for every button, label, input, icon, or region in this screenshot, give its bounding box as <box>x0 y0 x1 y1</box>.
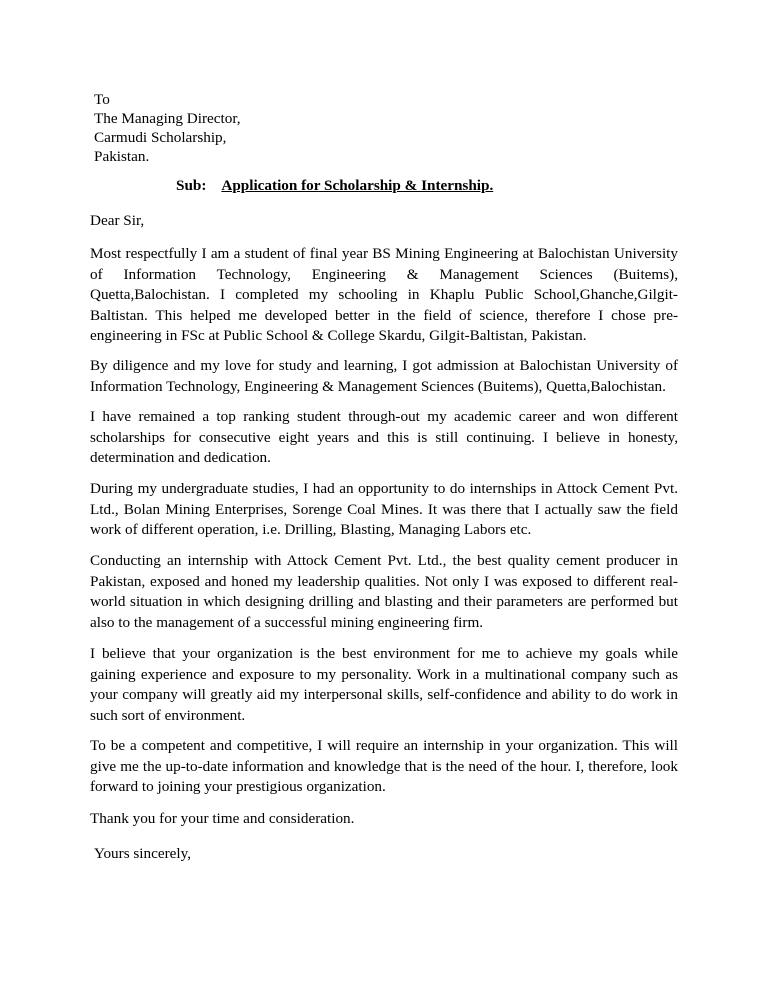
paragraph-attock-experience: Conducting an internship with Attock Cement Pvt. Ltd., the best quality cement producer in Pakistan, exposed and honed my leadership qualities. Not only I was exposed to different real-world situation in which designing drilling and blasting and their parameters are performed but also to the management of a successful mining engineering firm. <box>90 552 678 631</box>
address-to: To <box>94 91 110 108</box>
paragraph-request: To be a competent and competitive, I will require an internship in your organization. This will give me the up-to-date information and knowledge that is the need of the hour. I, therefore, look forward to joining your prestigious organization. <box>90 737 678 796</box>
salutation: Dear Sir, <box>90 212 145 229</box>
address-recipient: The Managing Director, <box>94 110 241 127</box>
paragraph-admission: By diligence and my love for study and learning, I got admission at Balochistan University of Information Technology, Engineering & Management Sciences (Buitems), Quetta,Balochistan. <box>90 357 678 395</box>
recipient-address <box>94 90 241 166</box>
address-organization: Carmudi Scholarship, <box>94 129 227 146</box>
thanks-line: Thank you for your time and consideration. <box>90 810 355 827</box>
subject-label: Sub: <box>176 177 207 194</box>
paragraph-internships: During my undergraduate studies, I had an opportunity to do internships in Attock Cement Pvt. Ltd., Bolan Mining Enterprises, Sorenge Coal Mines. It was there that I actually saw the field work of different operation, i.e. Drilling, Blasting, Managing Labors etc. <box>90 480 678 539</box>
paragraph-introduction: Most respectfully I am a student of final year BS Mining Engineering at Balochistan University of Information Technology, Engineering & Management Sciences (Buitems), Quetta,Balochistan. I completed my schooling in Khaplu Public School,Ghanche,Gilgit-Baltistan. This helped me developed better in the field of science, therefore I chose pre-engineering in FSc at Public School & College Skardu, Gilgit-Baltistan, Pakistan. <box>90 245 678 345</box>
address-country: Pakistan. <box>94 148 150 165</box>
closing-line: Yours sincerely, <box>94 845 192 862</box>
paragraph-academic-record: I have remained a top ranking student through-out my academic career and won different scholarships for consecutive eight years and this is still continuing. I believe in honesty, determination and dedication. <box>90 408 678 467</box>
subject-line <box>176 177 493 195</box>
paragraph-organization-fit: I believe that your organization is the best environment for me to achieve my goals while gaining experience and exposure to my personality. Work in a multinational company such as your company will greatly aid my interpersonal skills, self-confidence and ability to do work in such sort of environment. <box>90 645 678 724</box>
subject-text: Application for Scholarship & Internship. <box>221 177 494 194</box>
